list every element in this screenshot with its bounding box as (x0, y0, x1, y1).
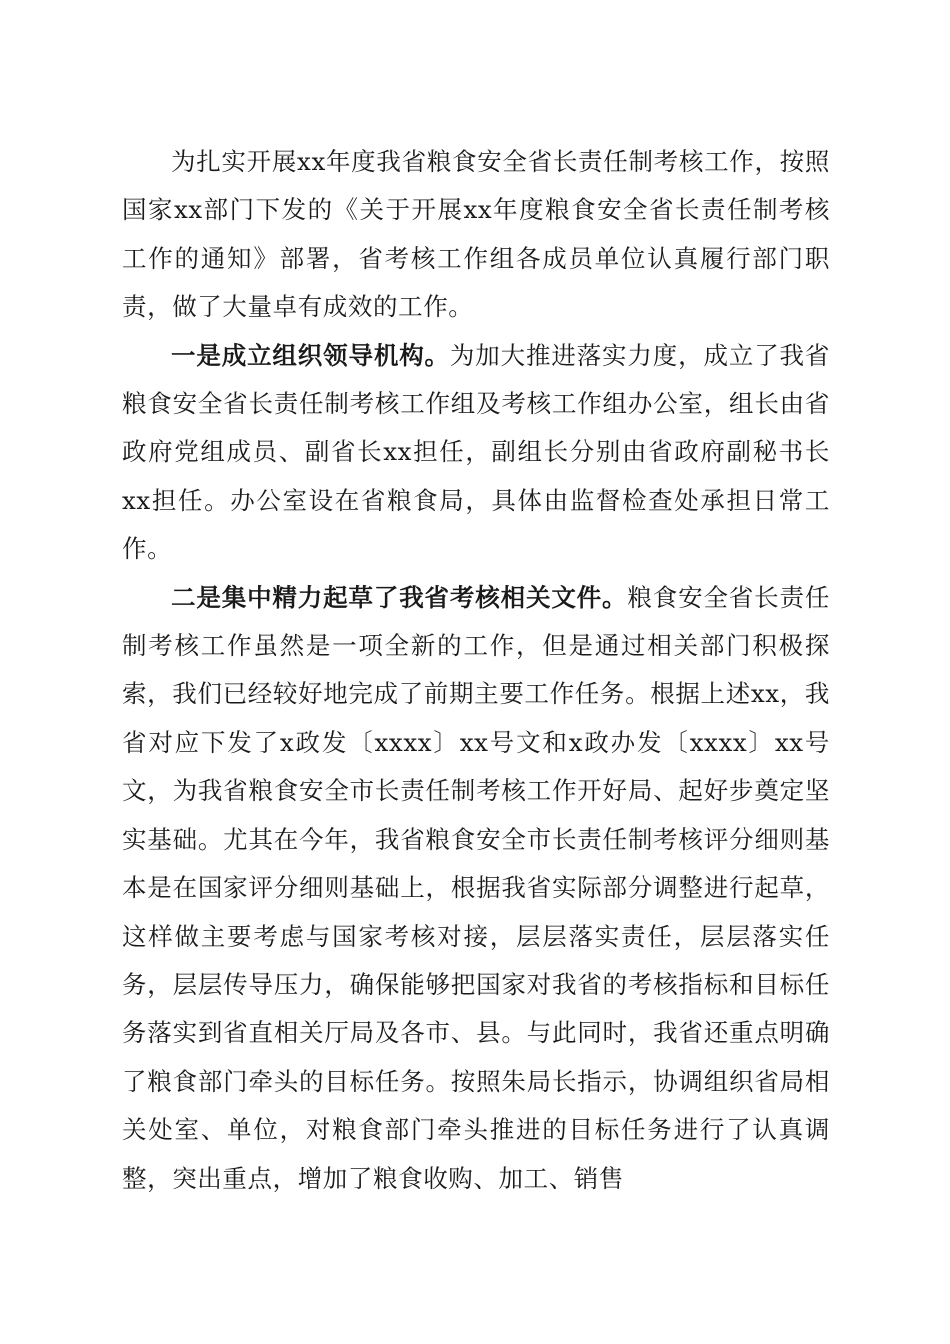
paragraph-lead: 一是成立组织领导机构。 (171, 340, 450, 370)
paragraph-intro (122, 138, 830, 332)
paragraph-lead: 二是集中精力起草了我省考核相关文件。 (171, 582, 628, 612)
paragraph-text: 为扎实开展xx年度我省粮食安全省长责任制考核工作，按照国家xx部门下发的《关于开展xx年度粮食安全省长责任制考核工作的通知》部署，省考核工作组各成员单位认真履行部门职责，做了大量卓有成效的工作。 (122, 147, 830, 322)
paragraph-text: 为加大推进落实力度，成立了我省粮食安全省长责任制考核工作组及考核工作组办公室，组长由省政府党组成员、副省长xx担任，副组长分别由省政府副秘书长xx担任。办公室设在省粮食局，具体由监督检查处承担日常工作。 (122, 340, 830, 564)
paragraph-point-two (122, 574, 830, 1203)
document-body (122, 138, 830, 1203)
paragraph-point-one (122, 332, 830, 574)
paragraph-text: 粮食安全省长责任制考核工作虽然是一项全新的工作，但是通过相关部门积极探索，我们已经较好地完成了前期主要工作任务。根据上述xx，我省对应下发了x政发〔xxxx〕xx号文和x政办发〔xxxx〕xx号文，为我省粮食安全市长责任制考核工作开好局、起好步奠定坚实基础。尤其在今年，我省粮食安全市长责任制考核评分细则基本是在国家评分细则基础上，根据我省实际部分调整进行起草，这样做主要考虑与国家考核对接，层层落实责任，层层落实任务，层层传导压力，确保能够把国家对我省的考核指标和目标任务落实到省直相关厅局及各市、县。与此同时，我省还重点明确了粮食部门牵头的目标任务。按照朱局长指示，协调组织省局相关处室、单位，对粮食部门牵头推进的目标任务进行了认真调整，突出重点，增加了粮食收购、加工、销售 (122, 582, 830, 1193)
